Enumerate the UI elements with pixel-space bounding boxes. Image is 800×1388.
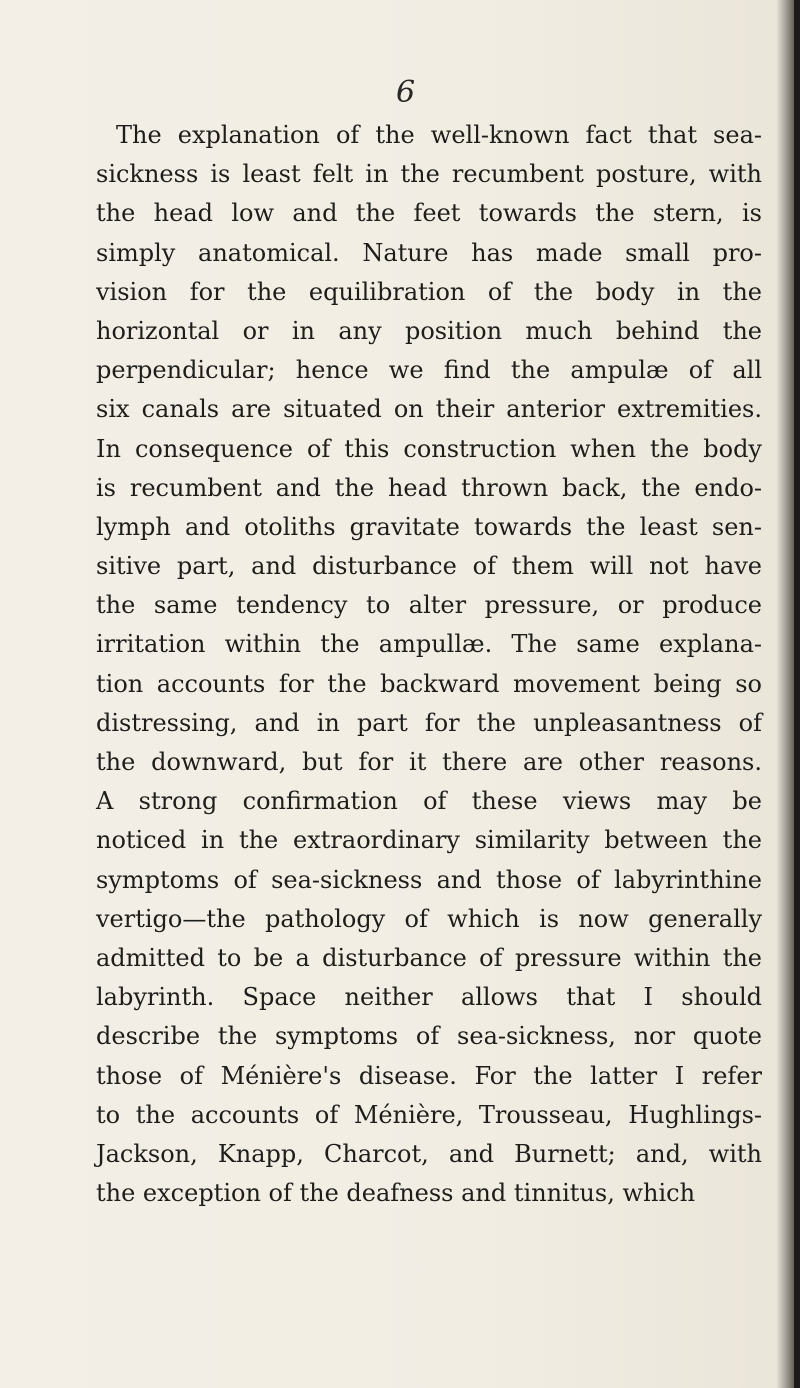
text-line: simply anatomical. Nature has made small pro-: [96, 238, 762, 267]
text-line: admitted to be a disturbance of pressure within the: [96, 943, 762, 972]
text-line: irritation within the ampullæ. The same explana-: [96, 630, 762, 659]
text-line: the same tendency to alter pressure, or produce: [96, 591, 762, 620]
text-line: distressing, and in part for the unpleasantness of: [96, 708, 762, 737]
body-text: [96, 116, 762, 1213]
text-line: labyrinth. Space neither allows that I should: [96, 983, 762, 1012]
text-line: A strong confirmation of these views may be: [96, 787, 762, 816]
text-line: vertigo—the pathology of which is now generally: [96, 904, 762, 933]
text-line: lymph and otoliths gravitate towards the least sen-: [96, 512, 762, 541]
text-line: The explanation of the well-known fact that sea-: [116, 121, 762, 149]
text-line: vision for the equilibration of the body in the: [96, 277, 762, 306]
text-line: noticed in the extraordinary similarity between the: [96, 826, 762, 855]
text-line: is recumbent and the head thrown back, the endo-: [96, 473, 762, 502]
page-number: 6: [396, 75, 416, 110]
text-line: the downward, but for it there are other reasons.: [96, 748, 762, 776]
text-line: horizontal or in any position much behind the: [96, 316, 762, 345]
text-line: the exception of the deafness and tinnitus, which: [96, 1179, 696, 1208]
text-line: In consequence of this construction when the body: [96, 434, 762, 463]
text-line: symptoms of sea-sickness and those of labyrinthine: [96, 865, 762, 894]
text-line: describe the symptoms of sea-sickness, nor quote: [96, 1022, 762, 1051]
text-line: sitive part, and disturbance of them will not have: [96, 552, 762, 581]
text-line: the head low and the feet towards the stern, is: [96, 199, 762, 228]
text-line: Jackson, Knapp, Charcot, and Burnett; and, with: [96, 1139, 762, 1168]
text-line: perpendicular; hence we find the ampulæ of all: [96, 356, 762, 385]
text-line: six canals are situated on their anterior extremities.: [96, 395, 762, 424]
page-edge: [794, 0, 800, 1388]
text-line: sickness is least felt in the recumbent posture, with: [96, 160, 762, 189]
text-line: tion accounts for the backward movement being so: [96, 669, 762, 698]
text-line: those of Ménière's disease. For the latter I refer: [96, 1061, 762, 1090]
text-line: to the accounts of Ménière, Trousseau, Hughlings-: [96, 1100, 762, 1129]
